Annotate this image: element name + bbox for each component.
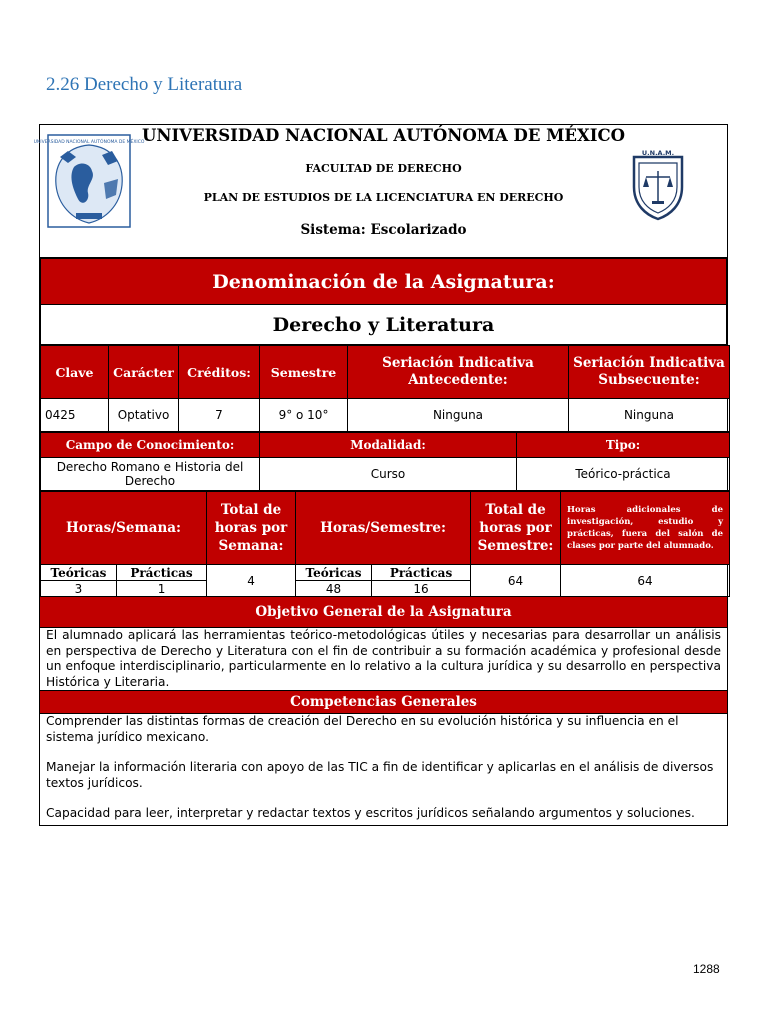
- total-semana-label: Total de horas por Semana:: [207, 492, 296, 565]
- value-seriacion-antecedente: Ninguna: [348, 399, 569, 432]
- competencia-item: Manejar la información literaria con apoyo de las TIC a fin de identificar y aplicarlas en el análisis de diversos textos jurídicos.: [46, 760, 714, 790]
- value-clave: 0425: [41, 399, 109, 432]
- value-tipo: Teórico-práctica: [517, 458, 730, 491]
- study-plan: PLAN DE ESTUDIOS DE LA LICENCIATURA EN DERECHO: [203, 191, 564, 204]
- logo-right-text: U.N.A.M.: [641, 149, 675, 157]
- subject-sheet: [33, 124, 728, 826]
- value-modalidad: Curso: [260, 458, 517, 491]
- semana-practicas-label: Prácticas: [117, 565, 207, 581]
- semestre-teoricas-label: Teóricas: [296, 565, 372, 581]
- header-semestre: Semestre: [260, 346, 348, 399]
- competencia-item: Comprender las distintas formas de creación del Derecho en su evolución histórica y su influencia en el sistema jurídico mexicano.: [46, 714, 679, 744]
- unam-law-faculty-logo: [630, 147, 686, 221]
- horas-semestre-label: Horas/Semestre:: [296, 492, 471, 565]
- value-semestre: 9° o 10°: [260, 399, 348, 432]
- header-campo: Campo de Conocimiento:: [41, 433, 260, 458]
- denominacion-label: Denominación de la Asignatura:: [41, 259, 727, 305]
- logo-left-text: UNIVERSIDAD NACIONAL AUTÓNOMA DE MÉXICO: [33, 140, 145, 145]
- competencia-item: Capacidad para leer, interpretar y redactar textos y escritos jurídicos señalando argumentos y soluciones.: [46, 806, 695, 820]
- total-semana-value: 4: [207, 565, 296, 597]
- header-seriacion-antecedente: Seriación Indicativa Antecedente:: [348, 346, 569, 399]
- page-number: 1288: [693, 962, 720, 976]
- total-semestre-label: Total de horas por Semestre:: [471, 492, 561, 565]
- semestre-practicas-value: 16: [372, 581, 471, 597]
- unam-coat-of-arms-logo: [33, 133, 145, 229]
- value-creditos: 7: [179, 399, 260, 432]
- hours-table: [40, 491, 730, 597]
- subject-name: Derecho y Literatura: [41, 305, 727, 345]
- total-semestre-value: 64: [471, 565, 561, 597]
- info-table: [40, 345, 730, 432]
- section-title: 2.26 Derecho y Literatura: [46, 74, 243, 95]
- value-caracter: Optativo: [109, 399, 179, 432]
- value-campo: Derecho Romano e Historia del Derecho: [41, 458, 260, 491]
- horas-semana-label: Horas/Semana:: [41, 492, 207, 565]
- semana-teoricas-label: Teóricas: [41, 565, 117, 581]
- competencias-title: Competencias Generales: [40, 691, 727, 714]
- header-creditos: Créditos:: [179, 346, 260, 399]
- horas-adicionales-label: Horas adicionales de investigación, estudio y prácticas, fuera del salón de clases por parte del alumnado.: [561, 492, 730, 565]
- semana-teoricas-value: 3: [41, 581, 117, 597]
- semestre-teoricas-value: 48: [296, 581, 372, 597]
- semana-practicas-value: 1: [117, 581, 207, 597]
- semestre-practicas-label: Prácticas: [372, 565, 471, 581]
- university-name: UNIVERSIDAD NACIONAL AUTÓNOMA DE MÉXICO: [141, 126, 626, 145]
- objetivo-title: Objetivo General de la Asignatura: [40, 597, 727, 628]
- document-header: [33, 125, 727, 258]
- header-modalidad: Modalidad:: [260, 433, 517, 458]
- horas-adicionales-value: 64: [561, 565, 730, 597]
- objetivo-text: El alumnado aplicará las herramientas teórico-metodológicas útiles y necesarias para desarrollar un análisis en perspectiva de Derecho y Literatura con el fin de contribuir a su formación académica y profesional desde un enfoque interdisciplinario, particularmente en lo relativo a la cultura jurídica y su desarrollo en perspectiva Histórica y Literaria.: [40, 628, 727, 691]
- system-label: Sistema: Escolarizado: [300, 222, 467, 238]
- competencias-list: [40, 714, 727, 822]
- faculty-name: FACULTAD DE DERECHO: [305, 162, 462, 175]
- header-tipo: Tipo:: [517, 433, 730, 458]
- header-caracter: Carácter: [109, 346, 179, 399]
- info-table-2: [40, 432, 730, 491]
- header-seriacion-subsecuente: Seriación Indicativa Subsecuente:: [569, 346, 730, 399]
- value-seriacion-subsecuente: Ninguna: [569, 399, 730, 432]
- header-clave: Clave: [41, 346, 109, 399]
